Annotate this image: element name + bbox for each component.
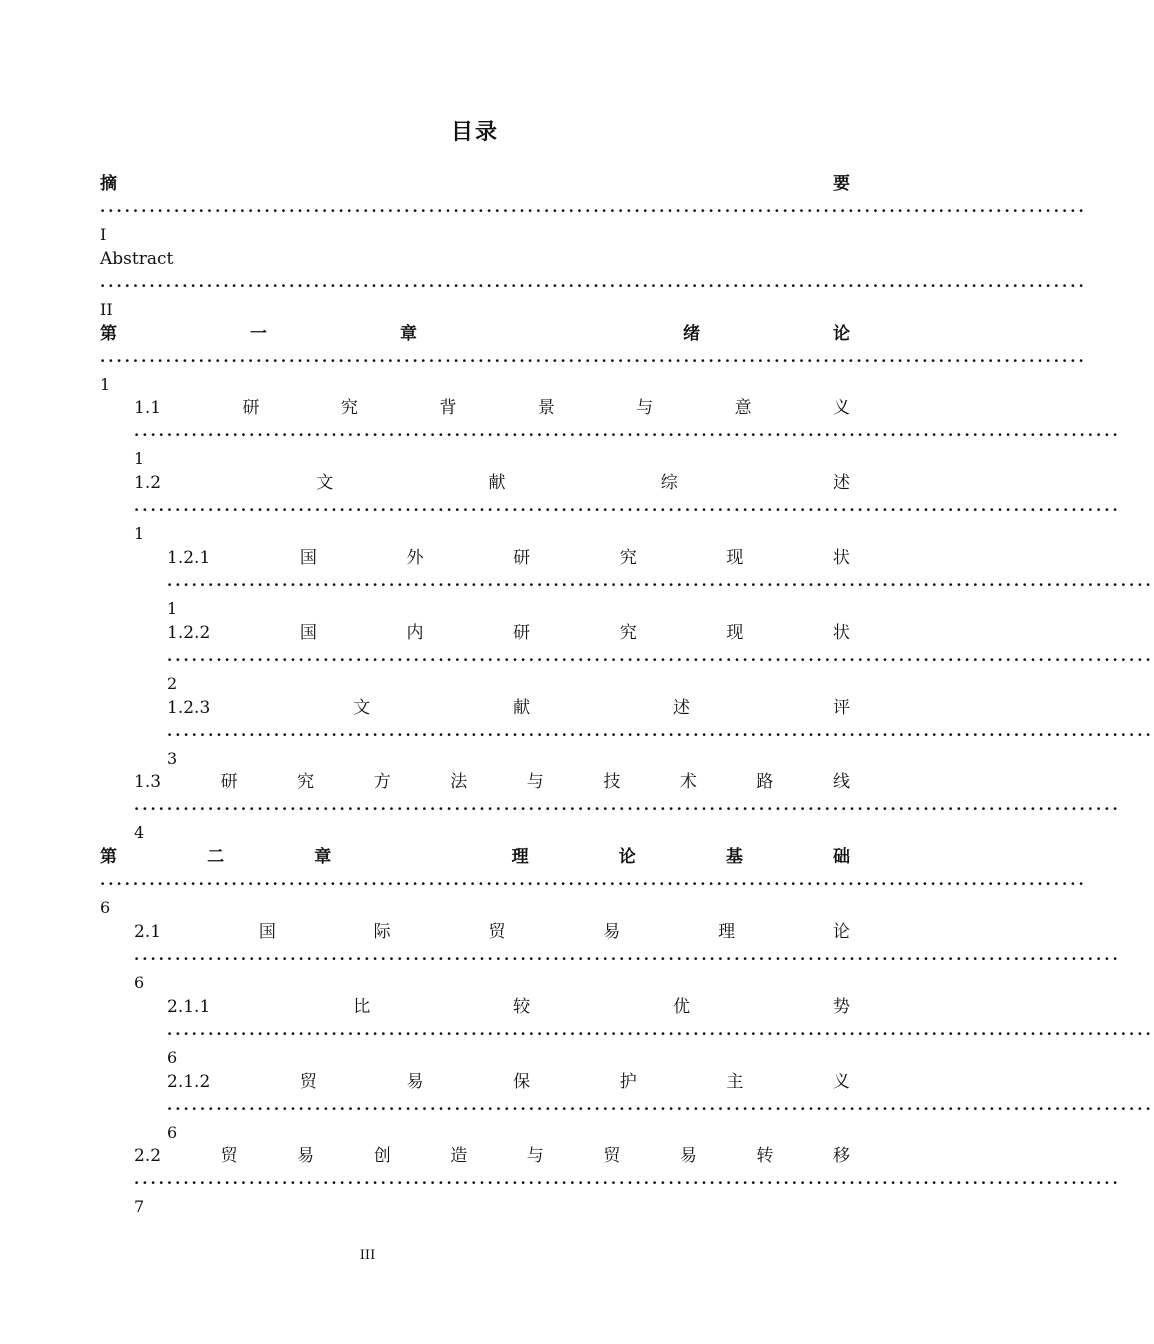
toc-entry-heading: [100, 247, 850, 272]
toc-page-number: 6: [100, 898, 111, 918]
toc-entry[interactable]: [167, 995, 1154, 1070]
toc-heading-token: 贸: [488, 922, 506, 942]
toc-entry-heading: [134, 770, 850, 795]
toc-heading-token: 保: [513, 1071, 531, 1092]
toc-dot-leader: ........................................................................................................................: [167, 646, 1154, 665]
toc-dot-leader: ........................................................................................................................: [167, 721, 1154, 740]
toc-heading-token: 与: [526, 1146, 544, 1167]
toc-entry[interactable]: [100, 322, 1087, 397]
toc-entry[interactable]: [100, 845, 1087, 920]
toc-heading-token: 易: [297, 1146, 315, 1167]
toc-entry-heading: [100, 322, 850, 347]
toc-page-number: 6: [134, 973, 145, 992]
toc-heading-token: 综: [660, 473, 678, 494]
toc-entry[interactable]: [134, 1144, 1121, 1219]
toc-heading-token: 国: [299, 622, 317, 643]
toc-heading-token: 要: [833, 174, 850, 194]
toc-heading-token: 现: [726, 622, 744, 643]
toc-heading-token: 状: [832, 622, 850, 643]
toc-dot-leader: ........................................................................................................................: [134, 946, 1121, 964]
toc-entry-heading: [134, 1144, 850, 1169]
toc-heading-token: 状: [832, 548, 850, 568]
toc-heading-token: 文: [316, 473, 334, 494]
toc-heading-token: 现: [726, 548, 744, 568]
toc-dot-leader: ........................................................................................................................: [134, 1170, 1121, 1189]
toc-heading-token: 究: [297, 772, 315, 793]
toc-heading-token: 第: [100, 847, 117, 868]
toc-heading-token: 贸: [299, 1071, 317, 1092]
toc-entry[interactable]: [100, 247, 1087, 322]
toc-heading-token: 究: [619, 622, 637, 643]
toc-heading-token: 2.1: [134, 922, 162, 942]
toc-dot-leader: ........................................................................................................................: [100, 871, 1087, 890]
toc-heading-token: 一: [250, 323, 267, 344]
toc-heading-token: 主: [726, 1071, 744, 1092]
toc-heading-token: 国: [299, 548, 317, 568]
toc-heading-token: 移: [832, 1146, 850, 1167]
toc-heading-token: 文: [353, 697, 371, 718]
toc-heading-token: 2.1.2: [167, 1071, 211, 1092]
toc-heading-token: 贸: [603, 1146, 621, 1167]
toc-heading-token: 方: [373, 772, 391, 793]
toc-heading-token: 与: [526, 772, 544, 793]
toc-heading-token: 述: [832, 473, 850, 494]
toc-heading-token: 研: [513, 622, 531, 643]
toc-entry[interactable]: [134, 471, 1121, 546]
toc-heading-token: 意: [734, 398, 752, 419]
toc-dot-leader: ........................................................................................................................: [134, 422, 1121, 441]
toc-page-number: 2: [167, 673, 178, 693]
toc-heading-token: 造: [450, 1146, 468, 1167]
toc-heading-token: 转: [756, 1146, 774, 1167]
toc-heading-token: 研: [513, 548, 531, 568]
toc-entry[interactable]: [167, 696, 1154, 771]
toc-heading-token: 究: [340, 398, 358, 419]
toc-entry[interactable]: [134, 920, 1121, 995]
toc-dot-leader: ........................................................................................................................: [100, 198, 1087, 216]
toc-heading-token: 外: [406, 548, 424, 568]
toc-heading-token: Abstract: [100, 248, 174, 269]
toc-heading-token: 护: [619, 1071, 637, 1092]
toc-heading-token: 际: [373, 922, 391, 942]
toc-entry-heading: [167, 696, 850, 721]
toc-heading-token: 贸: [220, 1146, 238, 1167]
toc-heading-token: 内: [406, 622, 424, 643]
toc-dot-leader: ........................................................................................................................: [167, 1095, 1154, 1114]
toc-page-number: 1: [134, 449, 145, 469]
toc-heading-token: 述: [673, 697, 691, 718]
toc-dot-leader: ........................................................................................................................: [167, 572, 1154, 590]
toc-page-number: 1: [100, 374, 111, 394]
toc-heading-token: 路: [756, 772, 774, 793]
toc-dot-leader: ........................................................................................................................: [167, 1020, 1154, 1039]
toc-entry-heading: [167, 546, 850, 571]
toc-heading-token: 技: [603, 772, 621, 793]
toc-heading-token: 景: [537, 398, 555, 419]
toc-heading-token: 第: [100, 323, 117, 344]
toc-heading-token: 章: [400, 323, 417, 344]
toc-heading-token: 优: [673, 996, 691, 1017]
toc-heading-token: 1.2: [134, 473, 162, 494]
toc-heading-token: 研: [242, 398, 260, 419]
toc-heading-token: 1.2.2: [167, 622, 211, 643]
toc-heading-token: 国: [258, 922, 276, 942]
toc-entry-heading: [100, 172, 850, 197]
toc-heading-token: 究: [619, 548, 637, 568]
toc-entry-heading: [134, 396, 850, 421]
toc-heading-token: 章: [314, 847, 332, 868]
toc-entry[interactable]: [167, 546, 1154, 621]
toc-heading-token: 论: [618, 847, 636, 868]
toc-heading-token: 论: [833, 323, 850, 344]
toc-page-number: I: [100, 225, 107, 244]
toc-heading-token: 势: [832, 996, 850, 1017]
page-title: 目录: [450, 119, 499, 145]
toc-heading-token: 摘: [100, 174, 117, 194]
toc-heading-token: 较: [513, 996, 531, 1017]
toc-page-number: 6: [167, 1122, 178, 1142]
toc-page-number: 7: [134, 1197, 145, 1217]
toc-heading-token: 与: [636, 398, 654, 419]
toc-heading-token: 义: [832, 1071, 850, 1092]
toc-entry[interactable]: [134, 396, 1121, 471]
toc-entry-heading: [134, 471, 850, 496]
toc-heading-token: 1.1: [134, 398, 162, 419]
toc-entry-heading: [167, 621, 850, 646]
toc-heading-token: 术: [679, 772, 697, 793]
toc-heading-token: 理: [511, 847, 529, 868]
toc-heading-token: 理: [718, 922, 736, 942]
toc-heading-token: 创: [373, 1146, 391, 1167]
toc-entry-heading: [100, 845, 850, 870]
toc-heading-token: 2.2: [134, 1146, 162, 1167]
page-footer-number: III: [359, 1248, 376, 1263]
toc-heading-token: 易: [603, 922, 621, 942]
toc-heading-token: 绪: [683, 323, 700, 344]
toc-heading-token: 基: [725, 847, 743, 868]
toc-dot-leader: ........................................................................................................................: [134, 497, 1121, 516]
toc-heading-token: 2.1.1: [167, 996, 211, 1017]
toc-heading-token: 二: [207, 847, 225, 868]
toc-heading-token: 比: [353, 996, 371, 1017]
toc-page-number: 4: [134, 823, 145, 843]
toc-heading-token: 献: [488, 473, 506, 494]
toc-entry-heading: [167, 995, 850, 1020]
toc-dot-leader: ........................................................................................................................: [100, 347, 1087, 366]
toc-entry[interactable]: [167, 1070, 1154, 1145]
toc-page-number: 1: [167, 599, 178, 618]
toc-page-number: 1: [134, 524, 145, 544]
toc-entry[interactable]: [100, 172, 1087, 247]
toc-heading-token: 1.2.1: [167, 548, 211, 568]
toc-entry-heading: [167, 1070, 850, 1095]
toc-heading-token: 线: [832, 772, 850, 793]
toc-heading-token: 献: [513, 697, 531, 718]
toc-heading-token: 1.3: [134, 772, 162, 793]
toc-dot-leader: ........................................................................................................................: [134, 796, 1121, 815]
toc-heading-token: 研: [220, 772, 238, 793]
toc-entry[interactable]: [167, 621, 1154, 696]
toc-entry-heading: [134, 920, 850, 945]
toc-heading-token: 评: [832, 697, 850, 718]
toc-heading-token: 论: [832, 922, 850, 942]
toc-heading-token: 1.2.3: [167, 697, 211, 718]
toc-heading-token: 础: [832, 847, 850, 868]
toc-heading-token: 义: [833, 398, 850, 419]
toc-dot-leader: ........................................................................................................................: [100, 272, 1087, 291]
toc-heading-token: 背: [439, 398, 457, 419]
toc-heading-token: 易: [679, 1146, 697, 1167]
toc-heading-token: 易: [406, 1071, 424, 1092]
toc-heading-token: 法: [450, 772, 468, 793]
toc-page-number: 6: [167, 1047, 178, 1067]
toc-entry[interactable]: [134, 770, 1121, 845]
toc-page-number: 3: [167, 748, 178, 768]
toc-page-number: II: [100, 299, 113, 319]
